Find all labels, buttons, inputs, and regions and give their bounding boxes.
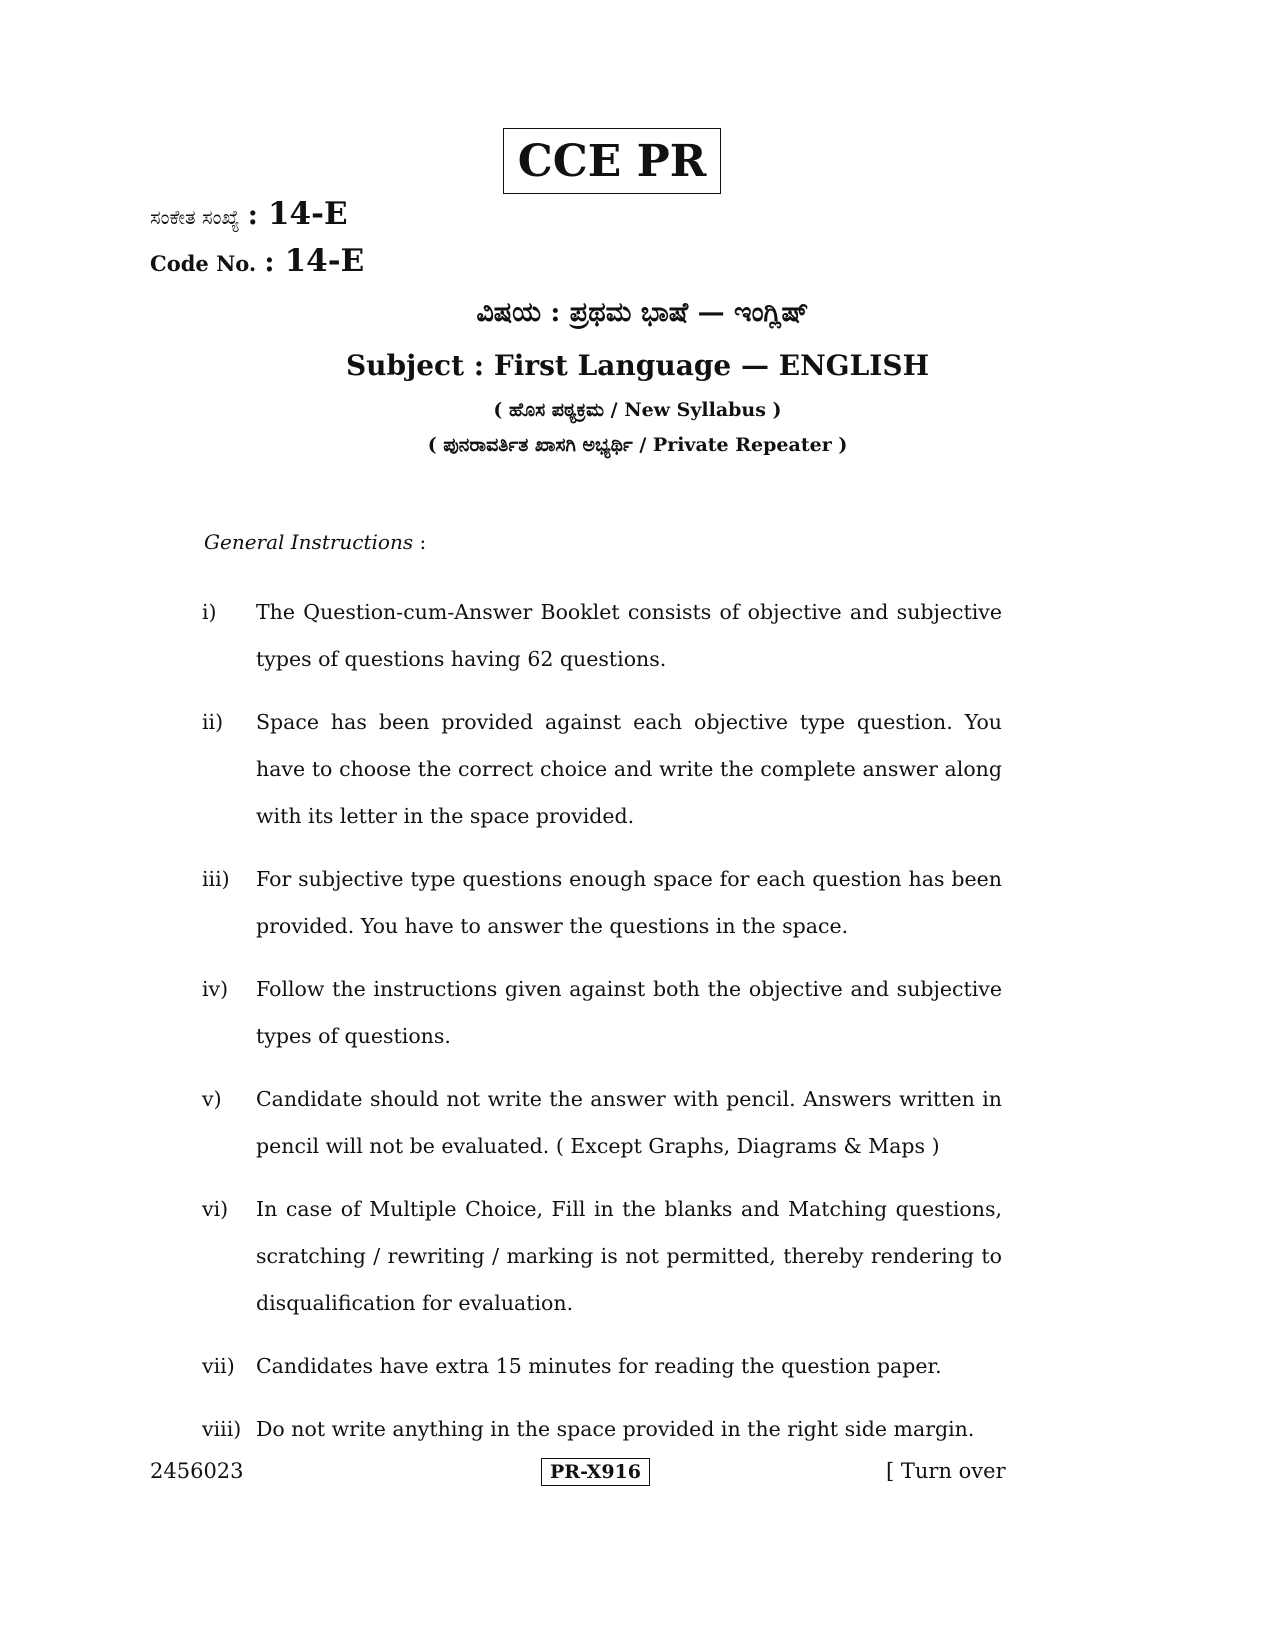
item-number: iv) xyxy=(202,977,229,1001)
list-item xyxy=(202,1406,1002,1453)
code-value: 14-E xyxy=(284,243,365,279)
item-number: vi) xyxy=(202,1197,229,1221)
subject-english: Subject : First Language — ENGLISH xyxy=(345,349,930,382)
code-colon: : xyxy=(247,198,258,231)
exam-title: CCE PR xyxy=(517,135,707,187)
item-text: Candidates have extra 15 minutes for reading the question paper. xyxy=(256,1354,942,1378)
item-text: Follow the instructions given against both the objective and subjective types of questions. xyxy=(256,977,1002,1048)
item-number: v) xyxy=(202,1087,222,1111)
exam-title-box xyxy=(503,128,721,194)
item-text: The Question-cum-Answer Booklet consists of objective and subjective types of questions having 62 questions. xyxy=(256,600,1002,671)
list-item xyxy=(202,1186,1002,1327)
syllabus-line: ( ಹೊಸ ಪಠ್ಯಕ್ರಮ / New Syllabus ) xyxy=(493,399,782,421)
list-item xyxy=(202,856,1002,950)
list-item xyxy=(202,1076,1002,1170)
list-item xyxy=(202,1343,1002,1390)
item-number: i) xyxy=(202,600,217,624)
candidate-type-line: ( ಪುನರಾವರ್ತಿತ ಖಾಸಗಿ ಅಭ್ಯರ್ಥಿ / Private Repeater ) xyxy=(427,434,848,456)
instructions-list xyxy=(202,589,1002,1469)
list-item xyxy=(202,589,1002,683)
item-text: Do not write anything in the space provided in the right side margin. xyxy=(256,1417,975,1441)
code-number-kannada xyxy=(150,196,348,232)
code-value: 14-E xyxy=(267,196,348,232)
item-number: ii) xyxy=(202,710,224,734)
general-instructions-heading xyxy=(204,530,426,554)
paper-code: PR-X916 xyxy=(550,1461,641,1483)
turn-over-label: [ Turn over xyxy=(886,1459,1006,1483)
item-number: vii) xyxy=(202,1354,235,1378)
list-item xyxy=(202,699,1002,840)
item-number: iii) xyxy=(202,867,230,891)
code-label-kannada: ಸಂಕೇತ ಸಂಖ್ಯೆ xyxy=(150,205,240,229)
code-number-english xyxy=(150,243,364,279)
instructions-heading-colon: : xyxy=(413,530,427,554)
code-colon: : xyxy=(264,245,275,278)
item-text: In case of Multiple Choice, Fill in the blanks and Matching questions, scratching / rewriting / marking is not permitted, thereby rendering to disqualification for evaluation. xyxy=(256,1197,1002,1315)
item-number: viii) xyxy=(202,1417,242,1441)
subject-kannada: ವಿಷಯ : ಪ್ರಥಮ ಭಾಷೆ — ಇಂಗ್ಲಿಷ್ xyxy=(476,297,809,328)
paper-code-box xyxy=(541,1458,650,1486)
item-text: Space has been provided against each objective type question. You have to choose the correct choice and write the complete answer along with its letter in the space provided. xyxy=(256,710,1002,828)
item-text: Candidate should not write the answer with pencil. Answers written in pencil will not be evaluated. ( Except Graphs, Diagrams & Maps ) xyxy=(256,1087,1002,1158)
list-item xyxy=(202,966,1002,1060)
item-text: For subjective type questions enough space for each question has been provided. You have to answer the questions in the space. xyxy=(256,867,1002,938)
instructions-heading-text: General Instructions xyxy=(204,530,414,554)
code-label-english: Code No. xyxy=(150,251,257,276)
serial-number: 2456023 xyxy=(150,1459,244,1483)
